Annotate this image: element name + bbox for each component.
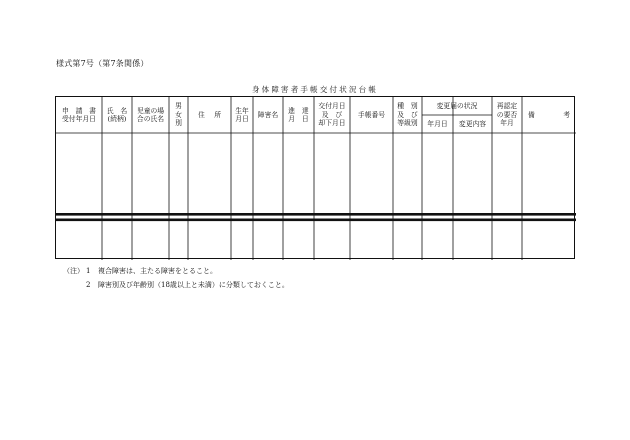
ledger-table: [55, 96, 575, 259]
header-grade: 種 別 及 び 等級別: [397, 102, 418, 128]
header-recertification: 再認定 の要否 年月: [496, 102, 518, 128]
header-change-detail: 変更内容: [458, 119, 487, 128]
note-text: 障害別及び年齢別（18歳以上と未満）に分類しておくこと。: [98, 281, 289, 289]
header-transmittal-date: 進 達 月 日: [288, 106, 309, 123]
header-disability-name: 障害名: [257, 110, 279, 119]
header-booklet-number: 手帳番号: [357, 110, 386, 119]
header-issue-date: 交付月日 及 び 却下月日: [318, 102, 346, 128]
form-code: 様式第7号（第7条関係）: [56, 59, 149, 68]
note-mark: （注）: [63, 267, 84, 275]
header-name: 氏 名 (続柄): [106, 106, 128, 123]
notes: [63, 264, 289, 292]
note-number: 1: [86, 267, 91, 275]
header-application-date: 申 請 書 受付年月日: [62, 106, 96, 123]
note-text: 複合障害は、主たる障害をとること。: [98, 267, 217, 275]
header-change-date: 年月日: [427, 119, 448, 128]
header-birth-date: 生年 月日: [235, 106, 249, 123]
header-remarks: 備 考: [528, 110, 570, 119]
document-title: 身体障害者手帳交付状況台帳: [251, 85, 379, 94]
header-address: 住 所: [198, 110, 221, 119]
note-item: [63, 278, 289, 292]
header-sex: 男 女 別: [175, 102, 182, 128]
note-item: [63, 264, 289, 278]
header-change-notice: 変更届の状況: [436, 101, 478, 110]
header-child-name: 児童の場 合の氏名: [136, 106, 165, 123]
note-number: 2: [86, 281, 91, 289]
